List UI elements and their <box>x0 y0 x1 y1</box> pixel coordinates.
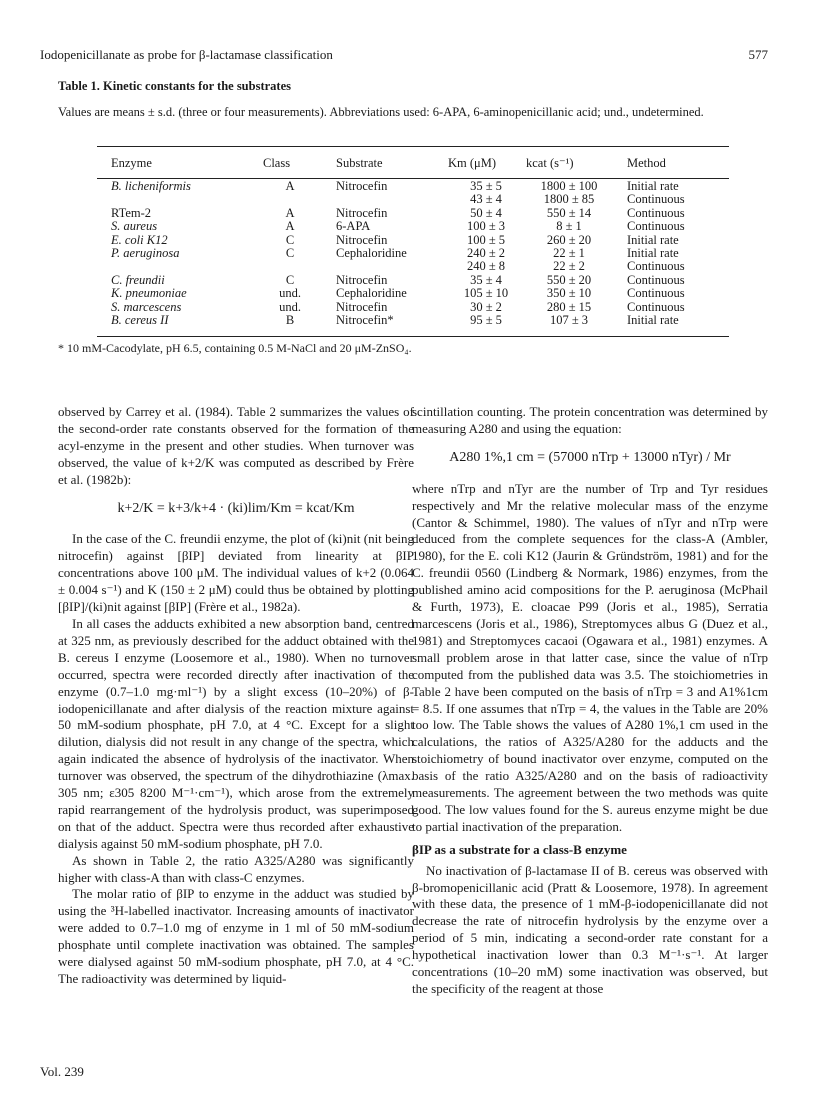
volume-footer: Vol. 239 <box>40 1064 84 1079</box>
cell-substrate: Cephaloridine <box>336 286 407 301</box>
cell-substrate: Nitrocefin <box>336 299 388 314</box>
cell-method: Continuous <box>627 299 685 314</box>
table-row <box>97 287 729 300</box>
cell-method: Initial rate <box>627 313 679 328</box>
cell-enzyme <box>97 193 262 206</box>
cell-kcat: 8 ± 1 <box>556 219 582 234</box>
column-header: Km (μM) <box>448 155 497 170</box>
running-title: Iodopenicillanate as probe for β-lactamase classification <box>40 47 333 62</box>
table-row <box>97 260 729 273</box>
paragraph: No inactivation of β-lactamase II of B. cereus was observed with β-bromopenicillanic acid (Pratt & Loosemore, 1978). In agreement with these data, the presence of 1 mM-β-iodopenicillanate did not decrease the rate of nitrocefin hydrolysis by the enzyme over a period of 5 min, indicating a second-order rate constant for a hypothetical inactivation lower than 0.3 M⁻¹·s⁻¹. At larger concentrations (10–20 mM) some inactivation was observed, but the specificity of the reagent at those <box>412 862 768 996</box>
cell-method: Initial rate <box>627 246 679 261</box>
cell-kcat: 280 ± 15 <box>546 299 592 314</box>
cell-kcat: 350 ± 10 <box>546 286 592 301</box>
cell-enzyme: B. cereus II <box>111 313 169 328</box>
table-bottom-rule <box>97 336 729 337</box>
paragraph: where nTrp and nTyr are the number of Trp and Tyr residues respectively and Mr the relative molecular mass of the enzyme (Cantor & Schimmel, 1980). The values of nTyr and nTrp were deduced from the complete sequences for the class-A (Ambler, 1980), for the E. coli K12 (Jaurin & Gründström, 1981) and for the C. freundii 0560 (Lindberg & Normark, 1986) enzymes, from the published amino acid compositions for the P. aeruginosa (McPhail & Furth, 1973), E. cloacae P99 (Joris et al., 1985), Serratia marcescens (Joris et al., 1986), Streptomyces albus G (Duez et al., 1981) and Streptomyces cacaoi (Ogawara et al., 1981) enzymes. A small problem arose in that latter case, since the value of nTrp computed from the published data was 3.5. The stoichiometries in Table 2 have been computed on the basis of nTrp = 3 and A1%1cm = 8.5. If one assumes that nTrp = 4, the values in the Table are 20% too low. The Table shows the values of A280 1%,1 cm used in the calculations, the ratios of A325/A280 for the adducts and the stoichiometry of bound inactivator over enzyme, computed on the basis of the ratio A325/A280 and on the basis of radioactivity measurements. The agreement between the two methods was quite good. The low values found for the S. aureus enzyme might be due to partial inactivation of the preparation. <box>412 480 768 834</box>
table-row <box>97 207 729 220</box>
cell-kcat: 260 ± 20 <box>546 232 592 247</box>
cell-km: 100 ± 3 <box>466 219 506 234</box>
cell-kcat: 1800 ± 85 <box>543 192 595 207</box>
cell-enzyme: C. freundii <box>111 272 165 287</box>
cell-substrate: Nitrocefin <box>336 179 388 193</box>
cell-method: Continuous <box>627 192 685 207</box>
cell-kcat: 22 ± 1 <box>553 246 585 261</box>
table-footnote: * 10 mM-Cacodylate, pH 6.5, containing 0.5 M-NaCl and 20 μM-ZnSO₄. <box>58 341 412 355</box>
paragraph: The molar ratio of βIP to enzyme in the adduct was studied by using the ³H-labelled inactivator. Increasing amounts of inactivator were added to 0.7–1.0 mg of enzyme in 1 ml of 50 mM-sodium phosphate until complete inactivation was obtained. The samples were dialysed against 50 mM-sodium phosphate, pH 7.0, at 4 °C. The radioactivity was determined by liquid- <box>58 886 414 986</box>
cell-km: 105 ± 10 <box>463 286 509 301</box>
cell-method: Continuous <box>627 219 685 234</box>
cell-class: A <box>285 219 295 234</box>
cell-kcat: 550 ± 20 <box>546 272 592 287</box>
equation-text: k+2/K = k+3/k+4 · (ki)lim/Km = kcat/Km <box>117 500 355 516</box>
cell-km: 95 ± 5 <box>470 313 502 328</box>
column-header: Class <box>263 155 291 170</box>
section-heading: βIP as a substrate for a class-B enzyme <box>412 841 627 857</box>
cell-method: Continuous <box>627 272 685 287</box>
table-body <box>97 180 729 327</box>
cell-km: 35 ± 5 <box>470 179 502 193</box>
table-title: Table 1. Kinetic constants for the substrates <box>58 79 291 93</box>
column-header: Method <box>627 155 666 170</box>
cell-class: A <box>285 205 295 220</box>
equation-absorbance <box>412 450 768 467</box>
cell-kcat: 550 ± 14 <box>546 205 592 220</box>
cell-class: C <box>285 272 295 287</box>
cell-method: Initial rate <box>627 179 679 193</box>
cell-substrate: Nitrocefin <box>336 232 388 247</box>
table-row <box>97 220 729 233</box>
cell-enzyme: E. coli K12 <box>111 232 168 247</box>
cell-method: Continuous <box>627 259 685 274</box>
cell-method: Continuous <box>627 205 685 220</box>
table-row <box>97 274 729 287</box>
paragraph: observed by Carrey et al. (1984). Table 2 summarizes the values of the second-order rate constants observed for the formation of the acyl-enzyme in the present and other studies. When turnover was observed, the value of k+2/K was computed as described by Frère et al. (1982b): <box>58 404 414 487</box>
cell-substrate: Nitrocefin <box>336 272 388 287</box>
cell-class: und. <box>279 299 301 314</box>
table-header-row <box>97 146 729 180</box>
cell-enzyme: P. aeruginosa <box>111 246 180 261</box>
cell-km: 50 ± 4 <box>470 205 502 220</box>
cell-method: Initial rate <box>627 232 679 247</box>
table-row <box>97 193 729 206</box>
table-row <box>97 180 729 193</box>
cell-km: 43 ± 4 <box>470 192 502 207</box>
cell-km: 100 ± 5 <box>466 232 506 247</box>
table-row <box>97 314 729 327</box>
cell-enzyme: S. aureus <box>111 219 158 234</box>
cell-enzyme: S. marcescens <box>111 299 182 314</box>
cell-substrate: Nitrocefin* <box>336 313 394 328</box>
equation-rate-constant <box>58 501 414 518</box>
cell-enzyme: B. licheniformis <box>111 179 191 193</box>
kinetic-constants-table <box>97 146 729 327</box>
paragraph: scintillation counting. The protein concentration was determined by measuring A280 and using the equation: <box>412 404 768 436</box>
cell-class <box>262 193 318 206</box>
cell-substrate: 6-APA <box>336 219 371 234</box>
column-header: Enzyme <box>111 155 152 170</box>
cell-substrate: Nitrocefin <box>336 205 388 220</box>
page-number: 577 <box>748 47 768 62</box>
cell-km: 240 ± 2 <box>466 246 506 261</box>
cell-substrate <box>318 193 447 206</box>
cell-method: Continuous <box>627 286 685 301</box>
cell-class <box>262 260 318 273</box>
cell-class: B <box>285 313 295 328</box>
cell-km: 30 ± 2 <box>470 299 502 314</box>
table-caption: Values are means ± s.d. (three or four measurements). Abbreviations used: 6-APA, 6-aminopenicillanic acid; und., undetermined. <box>58 105 704 119</box>
paragraph: In the case of the C. freundii enzyme, the plot of (ki)nit (nit being nitrocefin) against [βIP] deviated from linearity at βIP concentrations above 100 μM. The individual values of k+2 (0.064 ± 0.004 s⁻¹) and K (150 ± 2 μM) could thus be obtained by plotting [βIP]/(ki)nit against [βIP] (Frère et al., 1982a). <box>58 531 414 615</box>
cell-kcat: 1800 ± 100 <box>540 179 598 193</box>
paragraph: In all cases the adducts exhibited a new absorption band, centred at 325 nm, as previously described for the adduct obtained with the B. cereus I enzyme (Loosemore et al., 1980). When no turnover occurred, spectra were recorded directly after inactivation of the enzyme (0.7–1.0 mg·ml⁻¹) by a slight excess (10–20%) of β-iodopenicillanate and after dialysis of the reaction mixture against 50 mM-sodium phosphate, pH 7.0, at 4 °C. Except for a slight dilution, dialysis did not result in any change of the spectra, which again indicated the absence of hydrolysis of the inactivator. When turnover was observed, the spectrum of the dihydrothiazine (λmax. 305 nm; ε305 8200 M⁻¹·cm⁻¹), which arose from the extremely rapid rearrangement of the hydrolysis product, was superimposed on that of the adduct. Spectra were thus recorded after exhaustive dialysis against 50 mM-sodium phosphate, pH 7.0. <box>58 615 414 851</box>
column-header: Substrate <box>336 155 383 170</box>
table-row <box>97 247 729 260</box>
cell-class: C <box>285 232 295 247</box>
table-row <box>97 234 729 247</box>
equation-text: A280 1%,1 cm = (57000 nTrp + 13000 nTyr) / Mr <box>449 449 731 465</box>
cell-enzyme: RTem-2 <box>111 205 152 220</box>
table-row <box>97 301 729 314</box>
column-header: kcat (s⁻¹) <box>526 156 574 170</box>
cell-kcat: 22 ± 2 <box>553 259 585 274</box>
cell-km: 35 ± 4 <box>470 272 502 287</box>
cell-class: A <box>285 179 295 193</box>
cell-enzyme <box>97 260 262 273</box>
cell-kcat: 107 ± 3 <box>549 313 589 328</box>
left-column <box>58 404 414 988</box>
cell-class: C <box>285 246 295 261</box>
cell-substrate <box>318 260 447 273</box>
right-column <box>412 404 768 998</box>
cell-substrate: Cephaloridine <box>336 246 407 261</box>
cell-km: 240 ± 8 <box>466 259 506 274</box>
paragraph: As shown in Table 2, the ratio A325/A280 was significantly higher with class-A than with class-C enzymes. <box>58 852 414 885</box>
cell-class: und. <box>279 286 301 301</box>
cell-enzyme: K. pneumoniae <box>111 286 187 301</box>
